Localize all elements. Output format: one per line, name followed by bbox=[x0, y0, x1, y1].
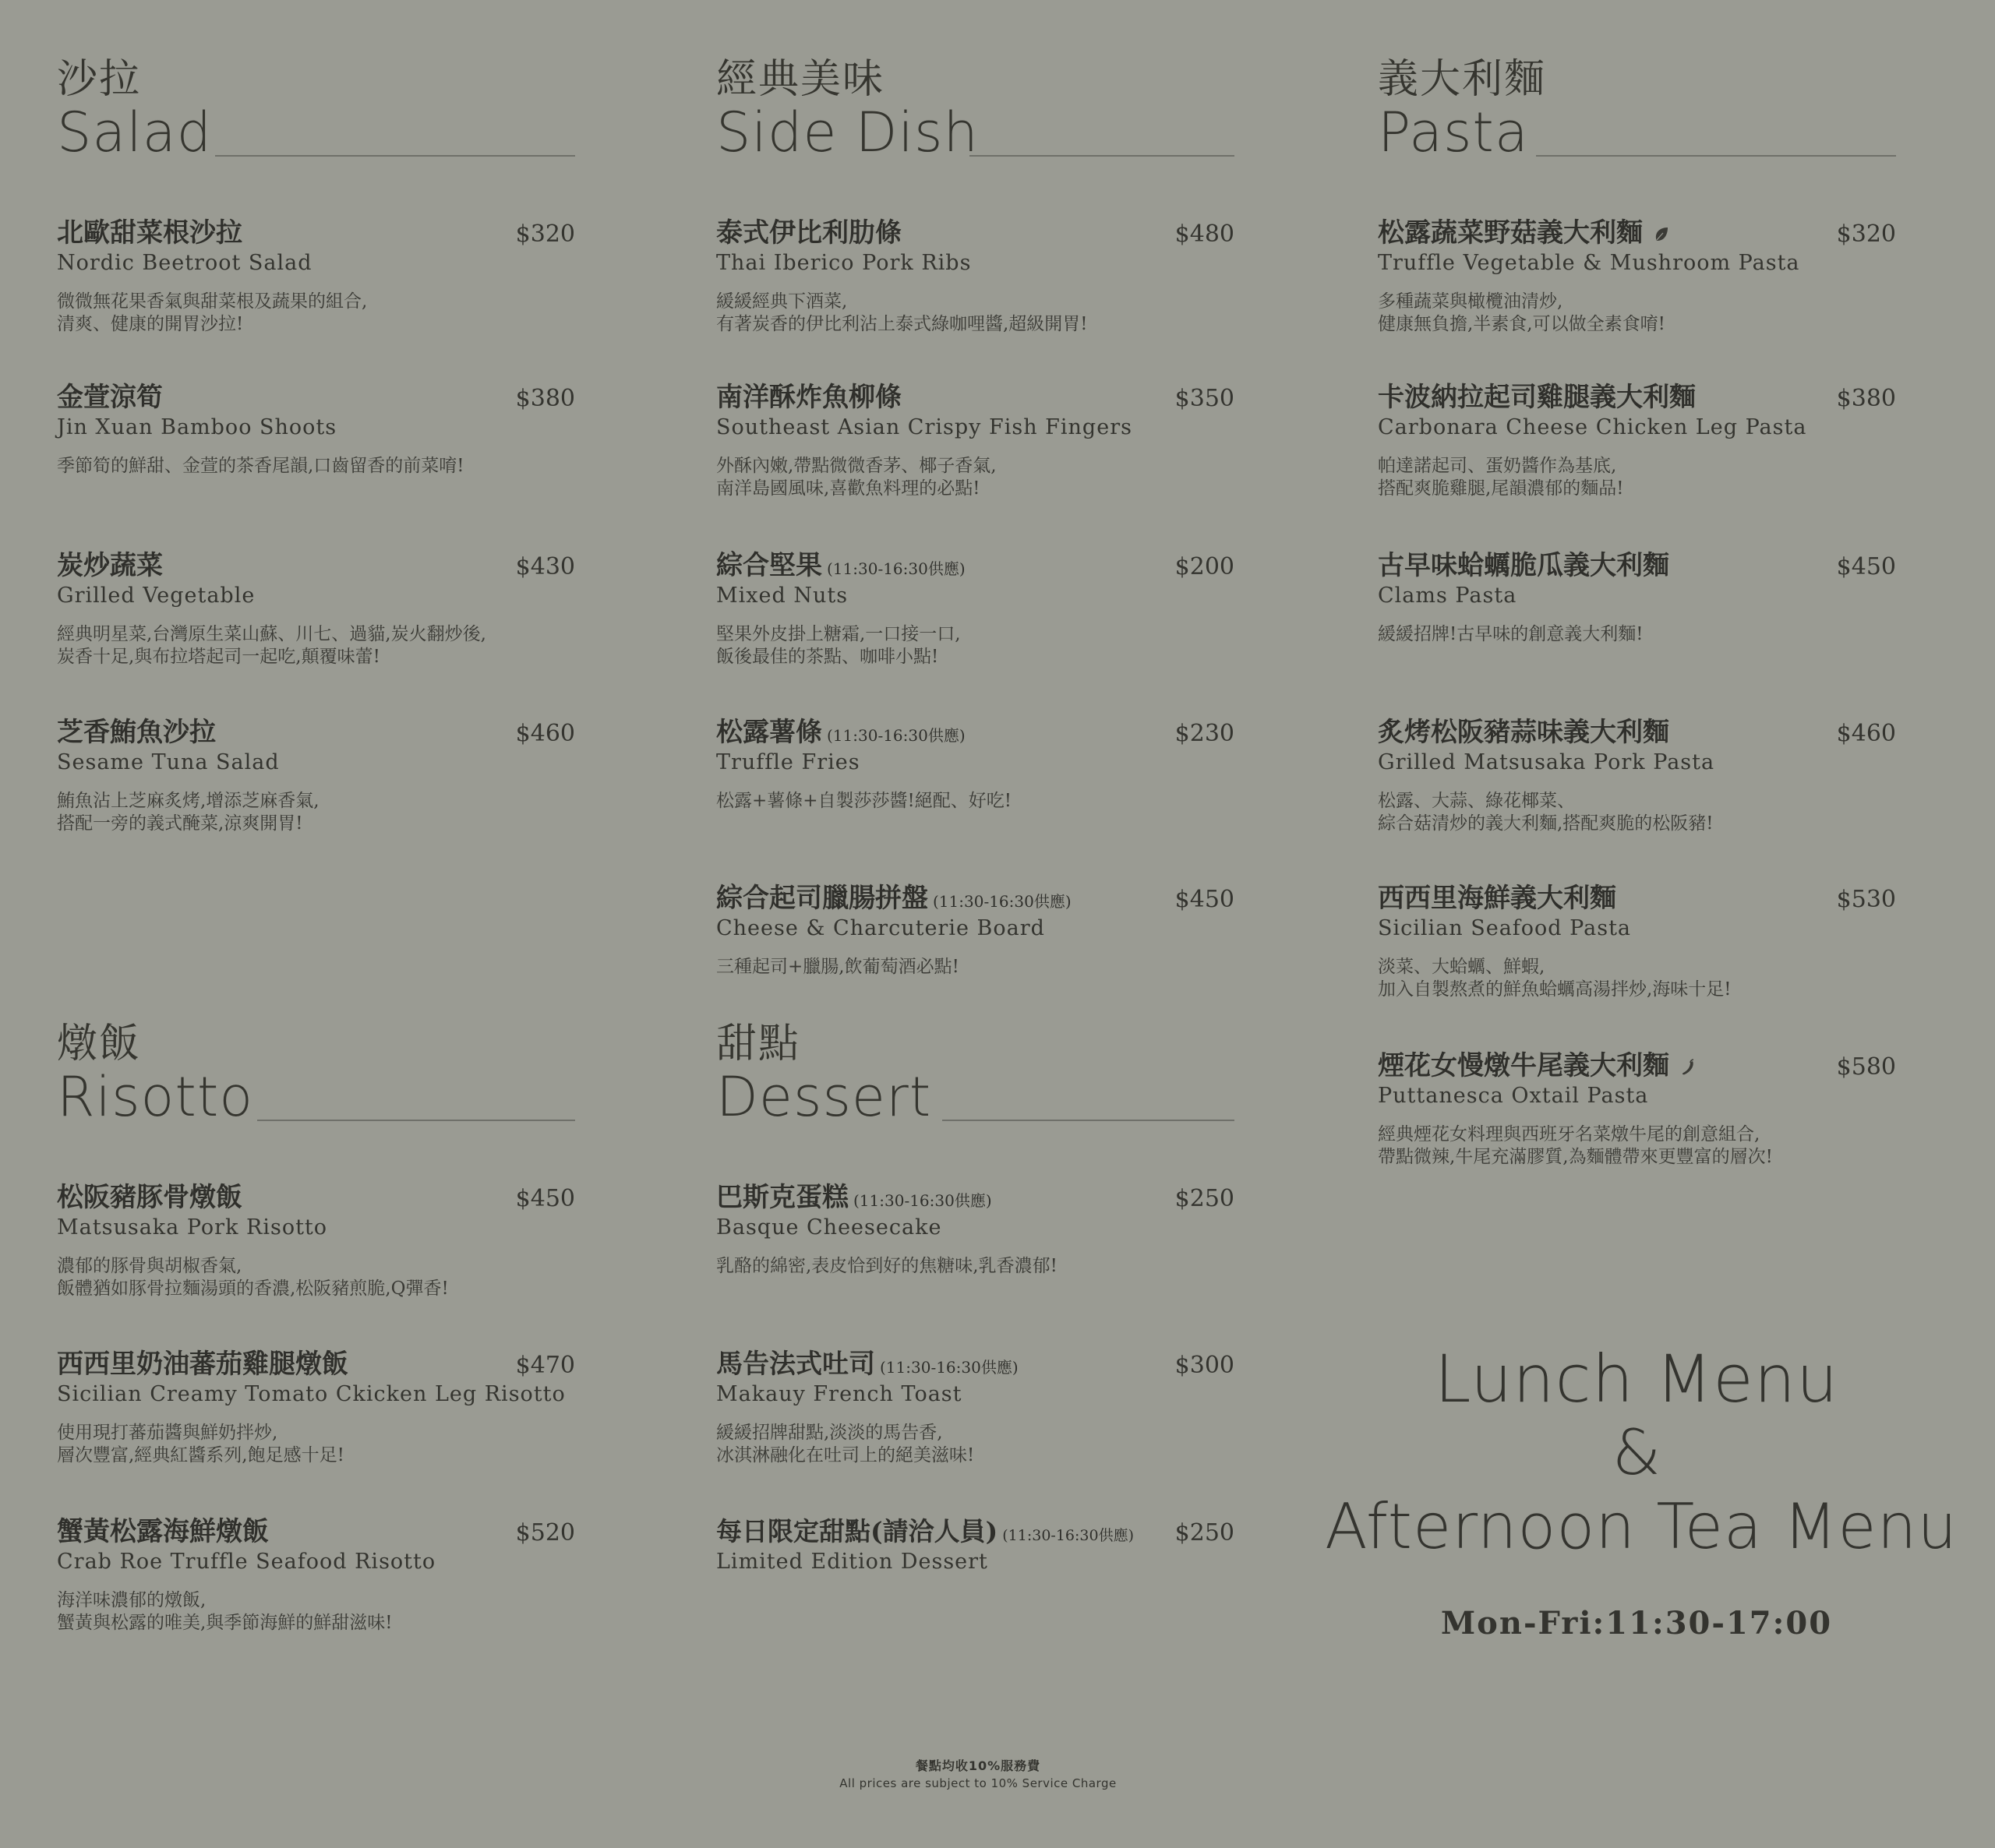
section-title-en: Salad bbox=[57, 101, 213, 164]
availability-note: (11:30-16:30供應) bbox=[933, 892, 1072, 911]
item-description: 帕達諾起司、蛋奶醬作為基底, 搭配爽脆雞腿,尾韻濃郁的麵品! bbox=[1378, 456, 1624, 499]
lunch-menu-title bbox=[1325, 1340, 1958, 1566]
section-divider bbox=[969, 155, 1234, 157]
item-description: 緩緩經典下酒菜, 有著炭香的伊比利沾上泰式綠咖哩醬,超級開胃! bbox=[716, 291, 1088, 334]
item-name-en: Sesame Tuna Salad bbox=[57, 750, 280, 774]
item-name-zh: 金萱涼筍 bbox=[57, 382, 163, 413]
availability-note: (11:30-16:30供應) bbox=[1002, 1527, 1134, 1544]
item-price: $230 bbox=[1174, 720, 1234, 747]
section-risotto bbox=[57, 1021, 575, 1644]
item-description: 松露+薯條+自製莎莎醬!絕配、好吃! bbox=[716, 791, 1012, 811]
item-price: $250 bbox=[1174, 1519, 1234, 1546]
item-description: 經典明星菜,台灣原生菜山蘇、川七、過貓,炭火翻炒後, 炭香十足,與布拉塔起司一起吃,顛覆味蕾! bbox=[57, 624, 486, 667]
item-price: $380 bbox=[515, 385, 575, 412]
lunch-title-line1: Lunch Menu bbox=[1434, 1341, 1839, 1417]
item-name-zh: 北歐甜菜根沙拉 bbox=[57, 217, 242, 249]
chili-icon bbox=[1679, 1058, 1697, 1077]
item-name-en: Makauy French Toast bbox=[716, 1382, 962, 1406]
item-name-en: Limited Edition Dessert bbox=[716, 1550, 988, 1574]
section-pasta bbox=[1378, 56, 1896, 1225]
section-title-en: Risotto bbox=[57, 1065, 254, 1129]
item-description: 使用現打蕃茄醬與鮮奶拌炒, 層次豐富,經典紅醬系列,飽足感十足! bbox=[57, 1423, 344, 1465]
section-title-zh: 經典美味 bbox=[716, 56, 885, 103]
item-price: $450 bbox=[1174, 886, 1234, 913]
item-price: $300 bbox=[1174, 1352, 1234, 1379]
item-description: 濃郁的豚骨與胡椒香氣, 飯體猶如豚骨拉麵湯頭的香濃,松阪豬煎脆,Q彈香! bbox=[57, 1256, 449, 1299]
item-price: $470 bbox=[515, 1352, 575, 1379]
item-name-zh: 西西里奶油蕃茄雞腿燉飯 bbox=[57, 1349, 348, 1380]
item-description: 經典煙花女料理與西班牙名菜燉牛尾的創意組合, 帶點微辣,牛尾充滿膠質,為麵體帶來更豐富的層次! bbox=[1378, 1124, 1773, 1167]
section-title-zh: 沙拉 bbox=[57, 56, 142, 103]
availability-note: (11:30-16:30供應) bbox=[880, 1358, 1019, 1377]
item-name-zh: 馬告法式吐司 (11:30-16:30供應) bbox=[716, 1349, 1019, 1380]
menu-column-3 bbox=[1378, 0, 1896, 1247]
menu-column-2 bbox=[716, 0, 1234, 1848]
item-description: 微微無花果香氣與甜菜根及蔬果的組合, 清爽、健康的開胃沙拉! bbox=[57, 291, 368, 334]
item-price: $350 bbox=[1174, 385, 1234, 412]
item-price: $430 bbox=[515, 553, 575, 580]
item-name-en: Puttanesca Oxtail Pasta bbox=[1378, 1084, 1649, 1108]
item-description: 緩緩招牌甜點,淡淡的馬告香, 冰淇淋融化在吐司上的絕美滋味! bbox=[716, 1423, 975, 1465]
item-name-zh: 綜合堅果 (11:30-16:30供應) bbox=[716, 550, 966, 581]
item-name-en: Truffle Vegetable & Mushroom Pasta bbox=[1378, 251, 1800, 275]
item-description: 鮪魚沾上芝麻炙烤,增添芝麻香氣, 搭配一旁的義式醃菜,涼爽開胃! bbox=[57, 791, 320, 834]
item-name-en: Thai Iberico Pork Ribs bbox=[716, 251, 972, 275]
item-description: 淡菜、大蛤蠣、鮮蝦, 加入自製熬煮的鮮魚蛤蠣高湯拌炒,海味十足! bbox=[1378, 957, 1732, 1000]
item-price: $320 bbox=[515, 220, 575, 248]
item-price: $200 bbox=[1174, 553, 1234, 580]
section-divider bbox=[215, 155, 575, 157]
item-name-en: Truffle Fries bbox=[716, 750, 860, 774]
item-name-en: Sicilian Creamy Tomato Ckicken Leg Risotto bbox=[57, 1382, 566, 1406]
item-description: 季節筍的鮮甜、金萱的茶香尾韻,口齒留香的前菜唷! bbox=[57, 456, 464, 476]
item-name-en: Grilled Vegetable bbox=[57, 584, 256, 608]
section-title-en: Pasta bbox=[1378, 101, 1529, 164]
item-price: $320 bbox=[1836, 220, 1896, 248]
item-name-en: Matsusaka Pork Risotto bbox=[57, 1215, 328, 1240]
section-title-zh: 燉飯 bbox=[57, 1021, 142, 1067]
section-divider bbox=[257, 1120, 575, 1121]
section-side-dish bbox=[716, 56, 1234, 991]
item-name-zh: 每日限定甜點(請洽人員) (11:30-16:30供應) bbox=[716, 1516, 1134, 1546]
availability-note: (11:30-16:30供應) bbox=[827, 726, 966, 745]
section-title-en: Side Dish bbox=[716, 101, 979, 164]
section-salad bbox=[57, 56, 575, 834]
item-name-en: Basque Cheesecake bbox=[716, 1215, 942, 1240]
availability-note: (11:30-16:30供應) bbox=[853, 1191, 992, 1210]
opening-hours: Mon-Fri:11:30-17:00 bbox=[1440, 1605, 1833, 1642]
lunch-title-line2: Afternoon Tea Menu bbox=[1325, 1490, 1958, 1563]
item-name-zh: 蟹黃松露海鮮燉飯 bbox=[57, 1516, 269, 1547]
availability-note: (11:30-16:30供應) bbox=[827, 559, 966, 578]
item-name-en: Jin Xuan Bamboo Shoots bbox=[57, 415, 337, 439]
item-name-zh: 南洋酥炸魚柳條 bbox=[716, 382, 902, 413]
item-description: 堅果外皮掛上糖霜,一口接一口, 飯後最佳的茶點、咖啡小點! bbox=[716, 624, 961, 667]
service-charge-note bbox=[686, 1758, 1270, 1792]
item-name-en: Southeast Asian Crispy Fish Fingers bbox=[716, 415, 1132, 439]
item-description: 多種蔬菜與橄欖油清炒, 健康無負擔,半素食,可以做全素食唷! bbox=[1378, 291, 1665, 334]
item-name-zh: 松露蔬菜野菇義大利麵 bbox=[1378, 216, 1671, 250]
section-title-en: Dessert bbox=[716, 1065, 932, 1129]
item-name-zh: 卡波納拉起司雞腿義大利麵 bbox=[1378, 382, 1696, 413]
item-price: $380 bbox=[1836, 385, 1896, 412]
item-price: $520 bbox=[515, 1519, 575, 1546]
item-name-en: Grilled Matsusaka Pork Pasta bbox=[1378, 750, 1715, 774]
item-name-en: Clams Pasta bbox=[1378, 584, 1517, 608]
item-name-zh: 芝香鮪魚沙拉 bbox=[57, 717, 216, 748]
item-name-en: Sicilian Seafood Pasta bbox=[1378, 916, 1632, 940]
item-price: $460 bbox=[1836, 720, 1896, 747]
service-charge-zh: 餐點均收10%服務費 bbox=[915, 1758, 1041, 1773]
section-title-zh: 甜點 bbox=[716, 1021, 801, 1067]
item-name-zh: 綜合起司臘腸拼盤 (11:30-16:30供應) bbox=[716, 883, 1072, 914]
item-name-zh: 煙花女慢燉牛尾義大利麵 bbox=[1378, 1049, 1697, 1083]
leaf-icon bbox=[1652, 225, 1671, 244]
item-name-zh: 松露薯條 (11:30-16:30供應) bbox=[716, 717, 966, 748]
lunch-title-ampersand: & bbox=[1612, 1416, 1661, 1489]
item-price: $250 bbox=[1174, 1185, 1234, 1212]
item-description: 松露、大蒜、綠花椰菜、 綜合菇清炒的義大利麵,搭配爽脆的松阪豬! bbox=[1378, 791, 1714, 834]
section-divider bbox=[1536, 155, 1896, 157]
item-description: 乳酪的綿密,表皮恰到好的焦糖味,乳香濃郁! bbox=[716, 1256, 1058, 1276]
item-name-en: Carbonara Cheese Chicken Leg Pasta bbox=[1378, 415, 1807, 439]
item-name-en: Crab Roe Truffle Seafood Risotto bbox=[57, 1550, 436, 1574]
item-description: 外酥內嫩,帶點微微香茅、椰子香氣, 南洋島國風味,喜歡魚料理的必點! bbox=[716, 456, 997, 499]
menu-column-1 bbox=[57, 0, 575, 1848]
service-charge-en: All prices are subject to 10% Service Charge bbox=[839, 1776, 1117, 1790]
item-name-en: Mixed Nuts bbox=[716, 584, 849, 608]
section-dessert bbox=[716, 1021, 1234, 1644]
item-price: $460 bbox=[515, 720, 575, 747]
item-price: $530 bbox=[1836, 886, 1896, 913]
item-description: 緩緩招牌!古早味的創意義大利麵! bbox=[1378, 624, 1644, 644]
item-name-zh: 巴斯克蛋糕 (11:30-16:30供應) bbox=[716, 1182, 992, 1213]
item-price: $450 bbox=[515, 1185, 575, 1212]
item-description: 三種起司+臘腸,飲葡萄酒必點! bbox=[716, 957, 959, 977]
item-price: $450 bbox=[1836, 553, 1896, 580]
item-name-zh: 炭炒蔬菜 bbox=[57, 550, 163, 581]
section-title-zh: 義大利麵 bbox=[1378, 56, 1547, 103]
item-price: $480 bbox=[1174, 220, 1234, 248]
item-description: 海洋味濃郁的燉飯, 蟹黃與松露的唯美,與季節海鮮的鮮甜滋味! bbox=[57, 1590, 393, 1633]
section-divider bbox=[942, 1120, 1234, 1121]
item-name-zh: 炙烤松阪豬蒜味義大利麵 bbox=[1378, 717, 1669, 748]
item-price: $580 bbox=[1836, 1053, 1896, 1081]
item-name-en: Nordic Beetroot Salad bbox=[57, 251, 312, 275]
item-name-zh: 松阪豬豚骨燉飯 bbox=[57, 1182, 242, 1213]
item-name-zh: 古早味蛤蠣脆瓜義大利麵 bbox=[1378, 550, 1669, 581]
item-name-en: Cheese & Charcuterie Board bbox=[716, 916, 1045, 940]
item-name-zh: 西西里海鮮義大利麵 bbox=[1378, 883, 1616, 914]
item-name-zh: 泰式伊比利肋條 bbox=[716, 217, 902, 249]
